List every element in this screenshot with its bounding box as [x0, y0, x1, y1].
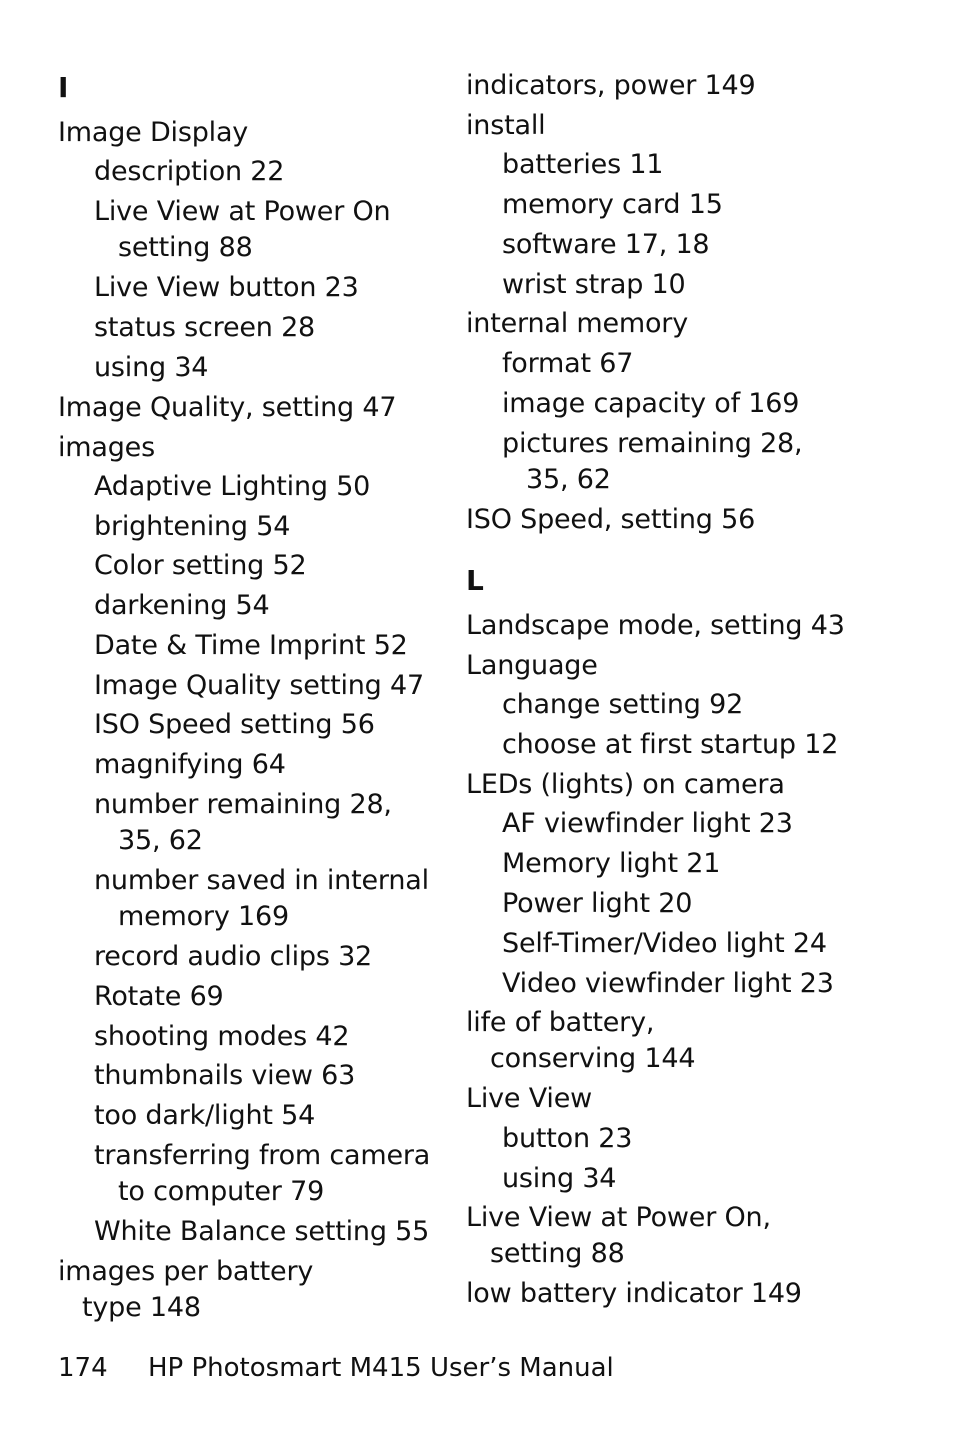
index-entry: batteries 11 [502, 149, 664, 180]
index-entry: Date & Time Imprint 52 [94, 630, 408, 661]
index-entry: White Balance setting 55 [94, 1216, 430, 1247]
index-entry: to computer 79 [118, 1176, 325, 1207]
index-entry: using 34 [94, 352, 209, 383]
index-entry: AF viewfinder light 23 [502, 808, 793, 839]
index-entry: Landscape mode, setting 43 [466, 610, 845, 641]
index-entry: choose at first startup 12 [502, 729, 839, 760]
index-entry: setting 88 [490, 1238, 625, 1269]
index-entry: conserving 144 [490, 1043, 696, 1074]
index-entry: setting 88 [118, 232, 253, 263]
index-entry: wrist strap 10 [502, 269, 686, 300]
index-entry: record audio clips 32 [94, 941, 373, 972]
index-entry: darkening 54 [94, 590, 270, 621]
page-number: 174 [58, 1353, 108, 1383]
index-entry: shooting modes 42 [94, 1021, 350, 1052]
index-entry: images per battery [58, 1256, 314, 1287]
index-entry: Memory light 21 [502, 848, 721, 879]
index-entry: status screen 28 [94, 312, 316, 343]
index-entry: transferring from camera [94, 1140, 431, 1171]
index-entry: type 148 [82, 1292, 201, 1323]
index-entry: images [58, 432, 155, 463]
index-entry: description 22 [94, 156, 285, 187]
index-entry: software 17, 18 [502, 229, 710, 260]
index-entry: format 67 [502, 348, 634, 379]
index-entry: pictures remaining 28, [502, 428, 803, 459]
manual-title: HP Photosmart M415 User’s Manual [148, 1353, 614, 1383]
index-letter-heading: L [466, 564, 484, 597]
index-entry: Image Quality, setting 47 [58, 392, 397, 423]
index-entry: Rotate 69 [94, 981, 224, 1012]
index-entry: Live View button 23 [94, 272, 359, 303]
index-entry: internal memory [466, 308, 688, 339]
index-entry: life of battery, [466, 1007, 655, 1038]
index-entry: low battery indicator 149 [466, 1278, 802, 1309]
index-entry: 35, 62 [118, 825, 203, 856]
index-entry: indicators, power 149 [466, 70, 756, 101]
index-entry: Live View [466, 1083, 592, 1114]
index-entry: ISO Speed, setting 56 [466, 504, 756, 535]
index-entry: Video viewfinder light 23 [502, 968, 834, 999]
index-entry: ISO Speed setting 56 [94, 709, 375, 740]
index-entry: memory card 15 [502, 189, 723, 220]
index-entry: Image Quality setting 47 [94, 670, 424, 701]
index-entry: button 23 [502, 1123, 633, 1154]
index-letter-heading: I [58, 71, 69, 104]
index-entry: brightening 54 [94, 511, 291, 542]
index-entry: install [466, 110, 546, 141]
index-entry: Power light 20 [502, 888, 693, 919]
index-entry: Live View at Power On [94, 196, 391, 227]
index-entry: Live View at Power On, [466, 1202, 771, 1233]
index-entry: thumbnails view 63 [94, 1060, 356, 1091]
index-entry: image capacity of 169 [502, 388, 800, 419]
index-entry: too dark/light 54 [94, 1100, 316, 1131]
index-entry: Color setting 52 [94, 550, 307, 581]
index-entry: using 34 [502, 1163, 617, 1194]
index-entry: memory 169 [118, 901, 289, 932]
index-entry: Image Display [58, 117, 249, 148]
index-entry: 35, 62 [526, 464, 611, 495]
index-entry: magnifying 64 [94, 749, 286, 780]
index-entry: number remaining 28, [94, 789, 392, 820]
index-entry: Self-Timer/Video light 24 [502, 928, 827, 959]
index-entry: number saved in internal [94, 865, 429, 896]
index-entry: change setting 92 [502, 689, 744, 720]
index-entry: Language [466, 650, 598, 681]
index-entry: Adaptive Lighting 50 [94, 471, 371, 502]
index-entry: LEDs (lights) on camera [466, 769, 785, 800]
